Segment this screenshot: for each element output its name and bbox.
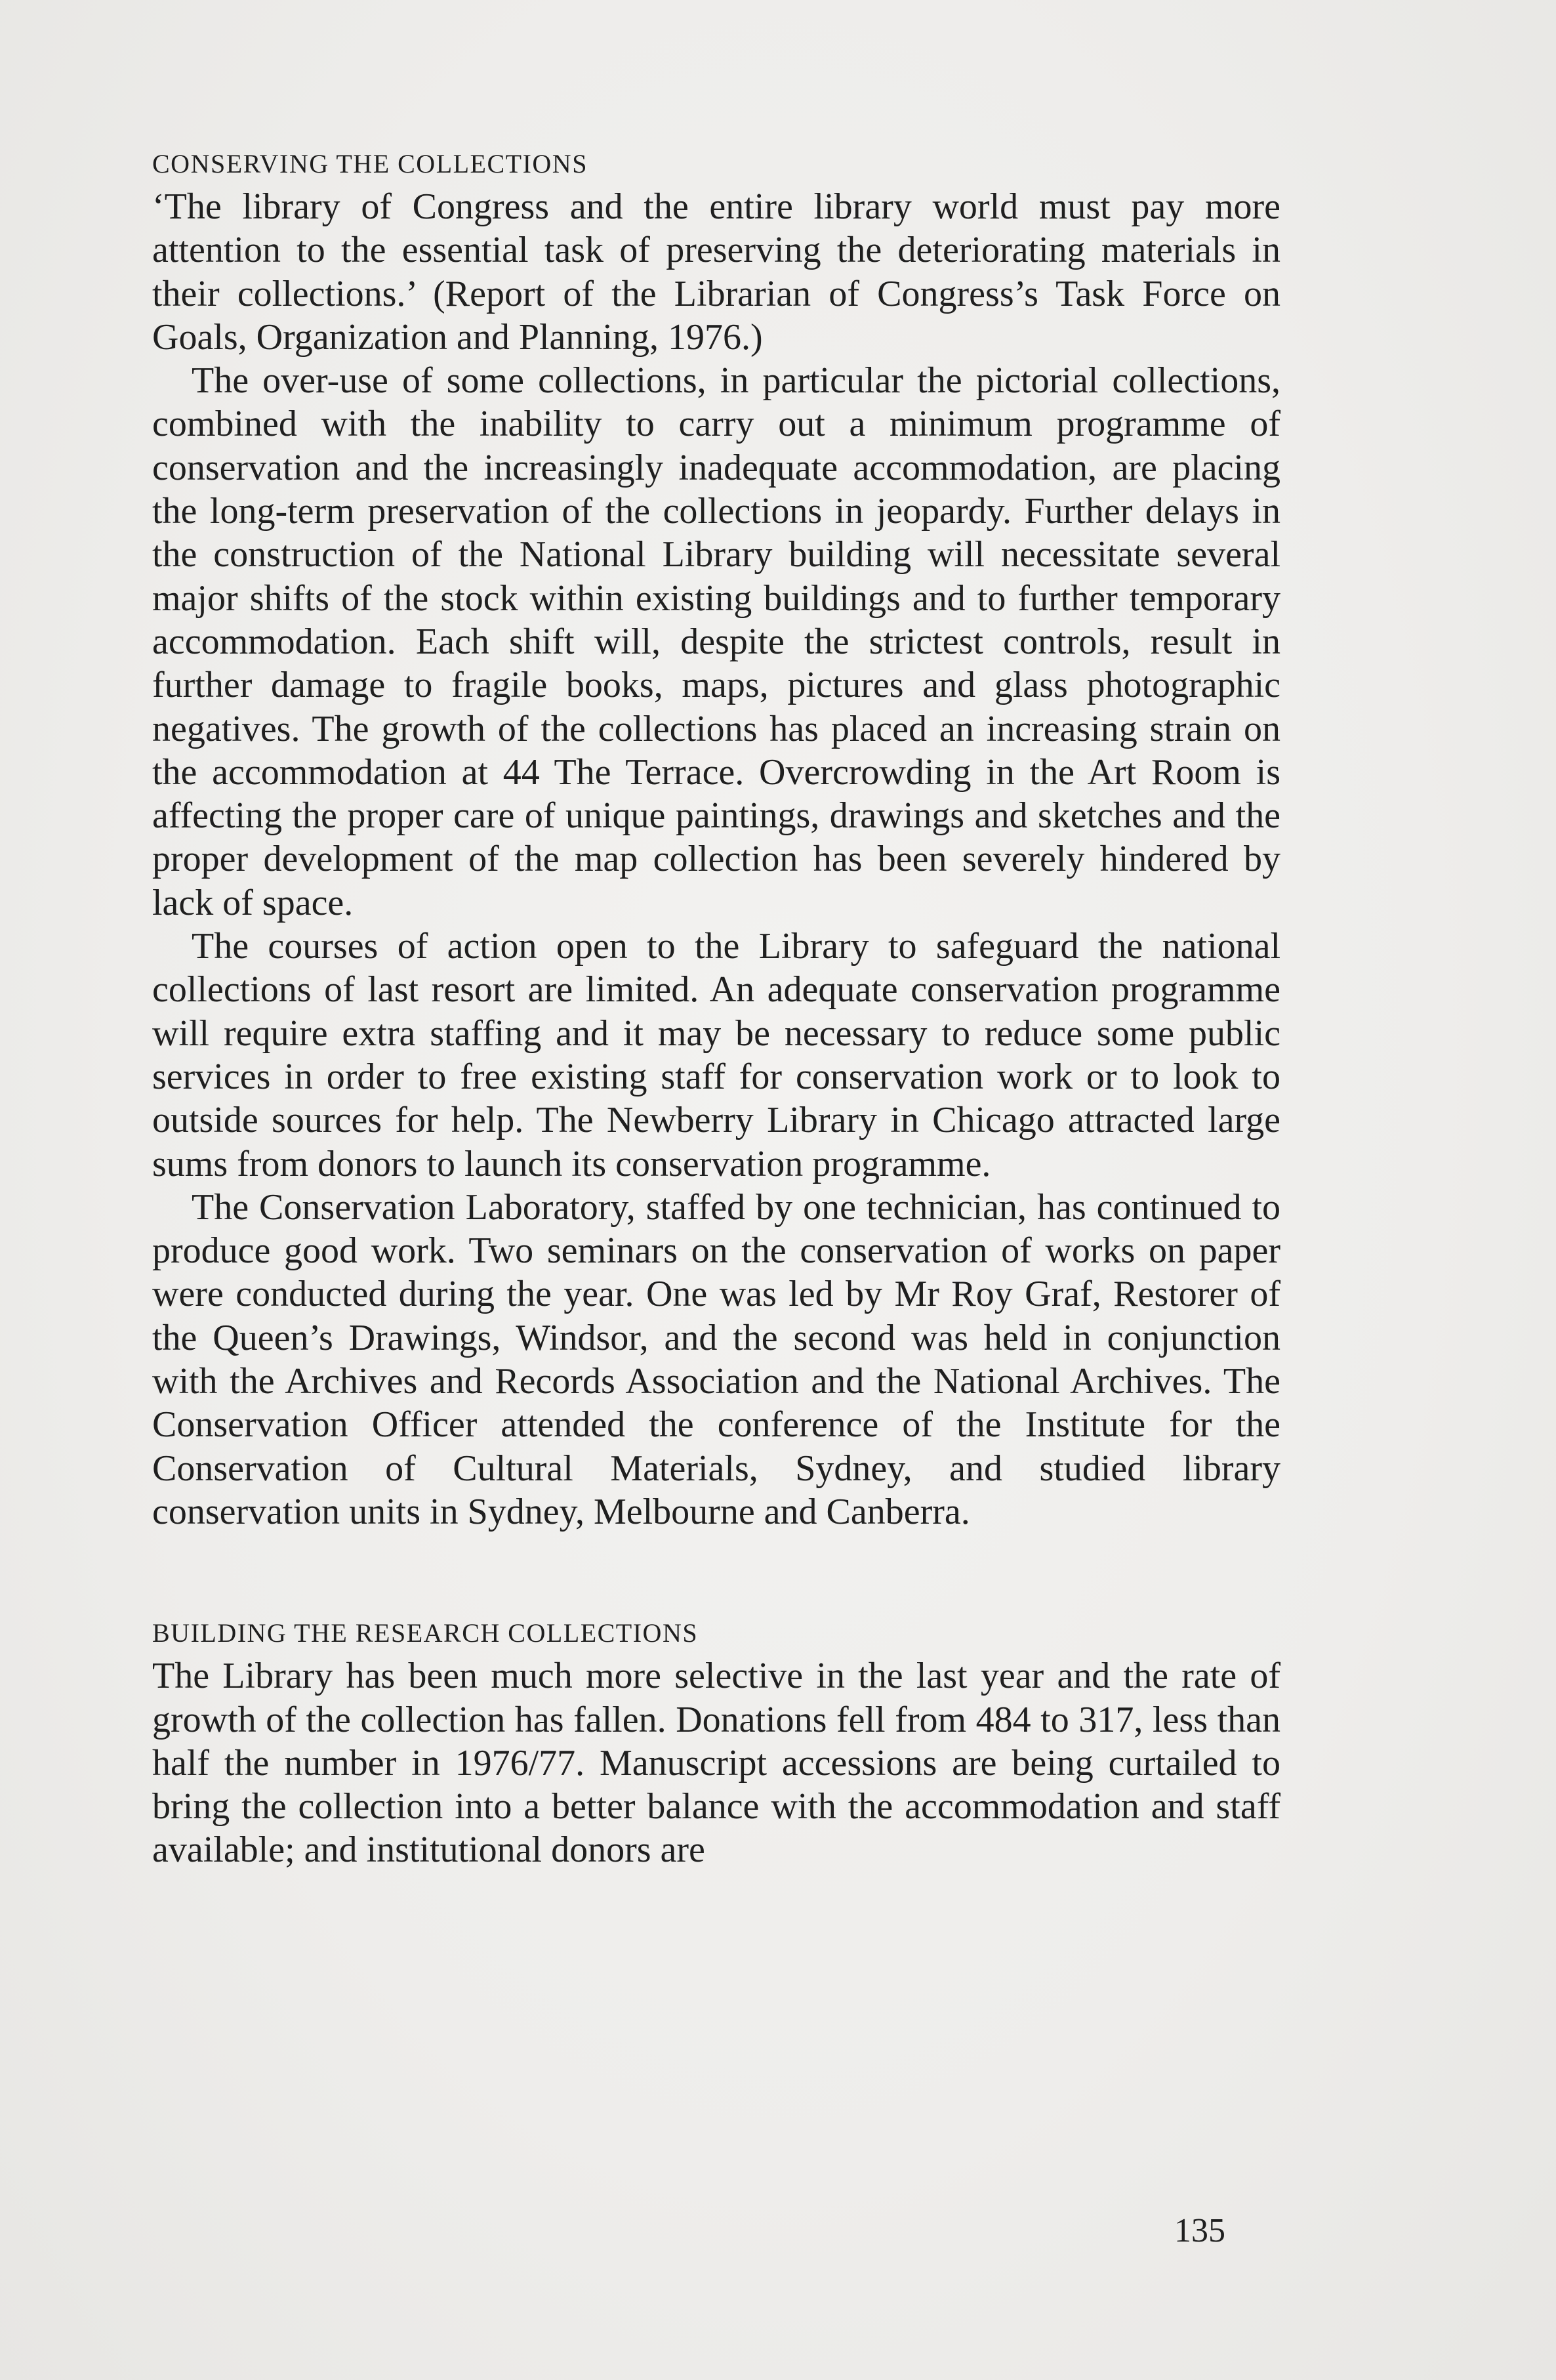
paragraph-quote: ‘The library of Congress and the entire library world must pay more attention to the essential task of preserving the deteriorating materials in their collections.’ (Report of the Librarian of Congress’s Task Force on Goals, Organization and Planning, 1976.) bbox=[152, 186, 1280, 358]
paragraph-conservation-laboratory: The Conservation Laboratory, staffed by one technician, has continued to produce good work. Two seminars on the conservation of works on paper were conducted during the year. One was led by Mr Roy Graf, Restorer of the Queen’s Drawings, Windsor, and the second was held in conjunction with the Archives and Records Association and the National Archives. The Conservation Officer attended the conference of the Institute for the Conservation of Cultural Materials, Sydney, and studied library conservation units in Sydney, Melbourne and Canberra. bbox=[152, 1186, 1280, 1532]
section-heading-building: BUILDING THE RESEARCH COLLECTIONS bbox=[152, 1618, 699, 1648]
section-spacer bbox=[152, 1534, 1280, 1612]
paragraph-overuse: The over-use of some collections, in particular the pictorial collections, combined with the inability to carry out a minimum programme of conservation and the increasingly inadequate accommodation, are placing the long-term preservation of the collections in jeopardy. Further delays in the construction of the National Library building will necessitate several major shifts of the stock within existing buildings and to further temporary accommodation. Each shift will, despite the strictest controls, result in further damage to fragile books, maps, pictures and glass photographic negatives. The growth of the collections has placed an increasing strain on the accommodation at 44 The Terrace. Overcrowding in the Art Room is affecting the proper care of unique paintings, drawings and sketches and the proper development of the map collection has been severely hindered by lack of space. bbox=[152, 360, 1280, 923]
paragraph-library-selective: The Library has been much more selective in the last year and the rate of growth of the collection has fallen. Donations fell from 484 to 317, less than half the number in 1976/77. Manuscript accessions are being curtailed to bring the collection into a better balance with the accommodation and staff available; and institutional donors are bbox=[152, 1656, 1280, 1871]
section-heading-conserving: CONSERVING THE COLLECTIONS bbox=[152, 149, 588, 178]
paragraph-courses-of-action: The courses of action open to the Library to safeguard the national collections of last resort are limited. An adequate conservation programme will require extra staffing and it may be necessary to reduce some public services in order to free existing staff for conservation work or to look to outside sources for help. The Newberry Library in Chicago attracted large sums from donors to launch its conservation programme. bbox=[152, 926, 1280, 1184]
page-content bbox=[152, 143, 1280, 1872]
page-number: 135 bbox=[1174, 2212, 1225, 2249]
